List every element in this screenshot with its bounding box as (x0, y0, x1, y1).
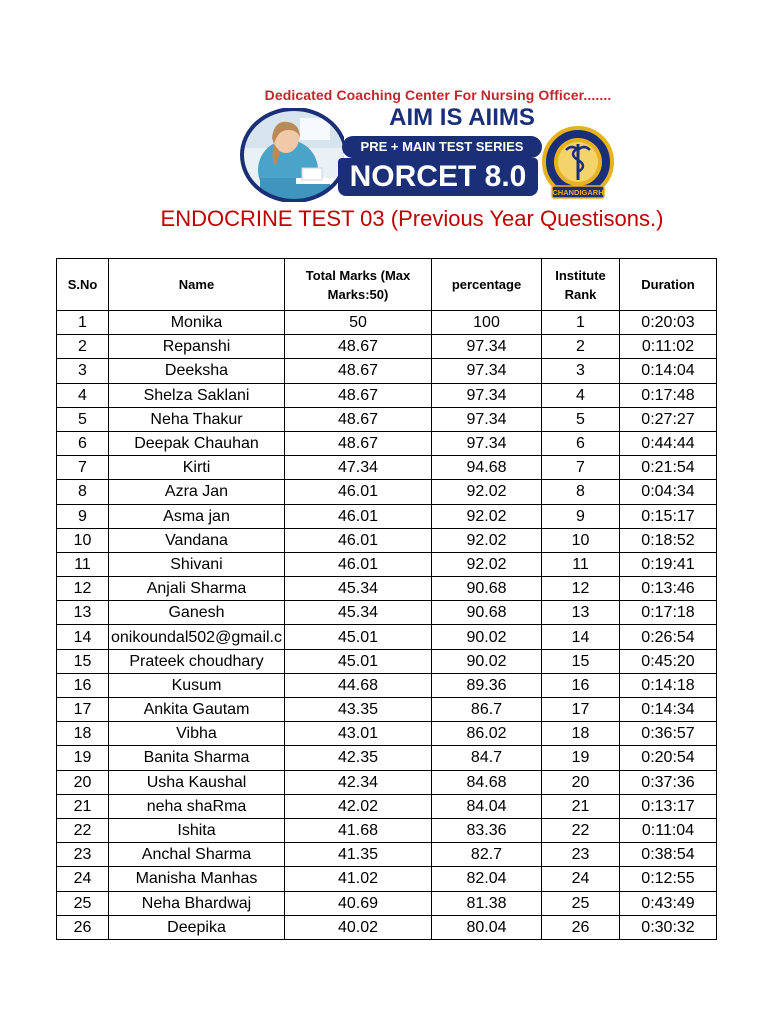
cell-percentage: 92.02 (432, 480, 542, 504)
cell-name: Prateek choudhary (109, 649, 285, 673)
cell-percentage: 84.7 (432, 746, 542, 770)
cell-institute-rank: 21 (542, 794, 620, 818)
results-table (56, 258, 717, 940)
cell-institute-rank: 22 (542, 818, 620, 842)
cell-institute-rank: 24 (542, 867, 620, 891)
cell-total-marks: 48.67 (285, 431, 432, 455)
cell-institute-rank: 8 (542, 480, 620, 504)
cell-total-marks: 45.34 (285, 577, 432, 601)
cell-percentage: 97.34 (432, 359, 542, 383)
header-percentage: percentage (432, 259, 542, 311)
cell-duration: 0:45:20 (620, 649, 717, 673)
cell-percentage: 86.02 (432, 722, 542, 746)
cell-percentage: 89.36 (432, 673, 542, 697)
header-total-marks: Total Marks (Max Marks:50) (285, 259, 432, 311)
cell-institute-rank: 2 (542, 335, 620, 359)
cell-percentage: 92.02 (432, 552, 542, 576)
cell-institute-rank: 16 (542, 673, 620, 697)
cell-institute-rank: 26 (542, 915, 620, 939)
banner-tagline: Dedicated Coaching Center For Nursing Officer....... (264, 87, 612, 103)
header-sno: S.No (57, 259, 109, 311)
table-row (57, 818, 717, 842)
cell-percentage: 97.34 (432, 383, 542, 407)
table-row (57, 698, 717, 722)
cell-percentage: 90.68 (432, 601, 542, 625)
cell-name: Neha Thakur (109, 407, 285, 431)
coaching-banner (230, 84, 632, 202)
cell-sno: 23 (57, 843, 109, 867)
table-row (57, 383, 717, 407)
cell-name: Repanshi (109, 335, 285, 359)
cell-sno: 2 (57, 335, 109, 359)
cell-name: Kusum (109, 673, 285, 697)
cell-institute-rank: 11 (542, 552, 620, 576)
cell-total-marks: 42.02 (285, 794, 432, 818)
table-row (57, 456, 717, 480)
cell-duration: 0:27:27 (620, 407, 717, 431)
cell-institute-rank: 5 (542, 407, 620, 431)
cell-percentage: 84.04 (432, 794, 542, 818)
table-row (57, 431, 717, 455)
cell-duration: 0:14:34 (620, 698, 717, 722)
cell-duration: 0:20:54 (620, 746, 717, 770)
cell-percentage: 92.02 (432, 528, 542, 552)
table-row (57, 359, 717, 383)
cell-total-marks: 40.02 (285, 915, 432, 939)
cell-total-marks: 45.01 (285, 625, 432, 649)
cell-total-marks: 50 (285, 311, 432, 335)
cell-duration: 0:26:54 (620, 625, 717, 649)
cell-institute-rank: 4 (542, 383, 620, 407)
cell-percentage: 83.36 (432, 818, 542, 842)
cell-institute-rank: 13 (542, 601, 620, 625)
table-row (57, 770, 717, 794)
table-row (57, 722, 717, 746)
cell-sno: 10 (57, 528, 109, 552)
table-row (57, 528, 717, 552)
cell-sno: 19 (57, 746, 109, 770)
cell-name: Banita Sharma (109, 746, 285, 770)
cell-sno: 21 (57, 794, 109, 818)
table-row (57, 335, 717, 359)
cell-total-marks: 43.35 (285, 698, 432, 722)
table-row (57, 843, 717, 867)
banner-series: PRE + MAIN TEST SERIES (342, 136, 542, 158)
cell-sno: 14 (57, 625, 109, 649)
cell-name: Asma jan (109, 504, 285, 528)
table-row (57, 504, 717, 528)
cell-duration: 0:14:18 (620, 673, 717, 697)
cell-total-marks: 46.01 (285, 552, 432, 576)
cell-institute-rank: 12 (542, 577, 620, 601)
cell-total-marks: 45.01 (285, 649, 432, 673)
cell-sno: 4 (57, 383, 109, 407)
cell-name: Shelza Saklani (109, 383, 285, 407)
table-row (57, 311, 717, 335)
table-row (57, 625, 717, 649)
cell-name: Vandana (109, 528, 285, 552)
cell-name: Deeksha (109, 359, 285, 383)
cell-duration: 0:12:55 (620, 867, 717, 891)
cell-duration: 0:44:44 (620, 431, 717, 455)
cell-percentage: 84.68 (432, 770, 542, 794)
cell-total-marks: 41.68 (285, 818, 432, 842)
cell-sno: 17 (57, 698, 109, 722)
table-row (57, 577, 717, 601)
table-row (57, 746, 717, 770)
cell-percentage: 97.34 (432, 407, 542, 431)
cell-name: Azra Jan (109, 480, 285, 504)
header-row (57, 259, 717, 311)
cell-duration: 0:13:17 (620, 794, 717, 818)
cell-duration: 0:21:54 (620, 456, 717, 480)
cell-percentage: 90.68 (432, 577, 542, 601)
cell-sno: 22 (57, 818, 109, 842)
cell-institute-rank: 9 (542, 504, 620, 528)
cell-total-marks: 44.68 (285, 673, 432, 697)
cell-duration: 0:17:48 (620, 383, 717, 407)
cell-sno: 11 (57, 552, 109, 576)
cell-sno: 25 (57, 891, 109, 915)
cell-sno: 3 (57, 359, 109, 383)
cell-duration: 0:38:54 (620, 843, 717, 867)
cell-percentage: 90.02 (432, 625, 542, 649)
cell-name: Deepika (109, 915, 285, 939)
cell-duration: 0:11:04 (620, 818, 717, 842)
cell-institute-rank: 25 (542, 891, 620, 915)
cell-sno: 8 (57, 480, 109, 504)
table-row (57, 601, 717, 625)
test-title: ENDOCRINE TEST 03 (Previous Year Questisons.) (160, 206, 664, 231)
cell-total-marks: 47.34 (285, 456, 432, 480)
cell-institute-rank: 20 (542, 770, 620, 794)
table-row (57, 649, 717, 673)
cell-duration: 0:20:03 (620, 311, 717, 335)
cell-sno: 1 (57, 311, 109, 335)
cell-total-marks: 48.67 (285, 359, 432, 383)
nurse-photo (240, 108, 344, 202)
cell-total-marks: 46.01 (285, 528, 432, 552)
cell-total-marks: 46.01 (285, 504, 432, 528)
cell-institute-rank: 3 (542, 359, 620, 383)
cell-percentage: 82.04 (432, 867, 542, 891)
seal-label: CHANDIGARH (552, 188, 604, 197)
cell-percentage: 92.02 (432, 504, 542, 528)
cell-duration: 0:11:02 (620, 335, 717, 359)
cell-name: Ganesh (109, 601, 285, 625)
cell-name: Neha Bhardwaj (109, 891, 285, 915)
banner-headline: AIM IS AIIMS (389, 104, 535, 131)
cell-percentage: 80.04 (432, 915, 542, 939)
cell-sno: 26 (57, 915, 109, 939)
table-row (57, 407, 717, 431)
cell-sno: 15 (57, 649, 109, 673)
cell-total-marks: 48.67 (285, 383, 432, 407)
cell-duration: 0:04:34 (620, 480, 717, 504)
cell-institute-rank: 6 (542, 431, 620, 455)
cell-duration: 0:36:57 (620, 722, 717, 746)
cell-total-marks: 42.34 (285, 770, 432, 794)
cell-name: Anjali Sharma (109, 577, 285, 601)
cell-duration: 0:17:18 (620, 601, 717, 625)
cell-total-marks: 48.67 (285, 335, 432, 359)
cell-percentage: 82.7 (432, 843, 542, 867)
cell-percentage: 90.02 (432, 649, 542, 673)
cell-name: neha shaRma (109, 794, 285, 818)
header-institute-rank: Institute Rank (542, 259, 620, 311)
cell-name: Ishita (109, 818, 285, 842)
cell-sno: 24 (57, 867, 109, 891)
cell-duration: 0:30:32 (620, 915, 717, 939)
cell-duration: 0:13:46 (620, 577, 717, 601)
cell-sno: 6 (57, 431, 109, 455)
cell-sno: 9 (57, 504, 109, 528)
cell-institute-rank: 7 (542, 456, 620, 480)
cell-name: onikoundal502@gmail.c (109, 625, 285, 649)
cell-total-marks: 42.35 (285, 746, 432, 770)
cell-name: Vibha (109, 722, 285, 746)
cell-institute-rank: 17 (542, 698, 620, 722)
cell-total-marks: 45.34 (285, 601, 432, 625)
cell-institute-rank: 10 (542, 528, 620, 552)
cell-sno: 12 (57, 577, 109, 601)
cell-duration: 0:43:49 (620, 891, 717, 915)
cell-institute-rank: 1 (542, 311, 620, 335)
table-row (57, 891, 717, 915)
cell-percentage: 86.7 (432, 698, 542, 722)
cell-sno: 20 (57, 770, 109, 794)
table-row (57, 552, 717, 576)
cell-duration: 0:37:36 (620, 770, 717, 794)
table-row (57, 867, 717, 891)
header-name: Name (109, 259, 285, 311)
cell-name: Manisha Manhas (109, 867, 285, 891)
cell-institute-rank: 14 (542, 625, 620, 649)
cell-total-marks: 40.69 (285, 891, 432, 915)
cell-percentage: 81.38 (432, 891, 542, 915)
cell-total-marks: 48.67 (285, 407, 432, 431)
cell-total-marks: 46.01 (285, 480, 432, 504)
cell-name: Anchal Sharma (109, 843, 285, 867)
table-row (57, 673, 717, 697)
cell-institute-rank: 15 (542, 649, 620, 673)
cell-sno: 5 (57, 407, 109, 431)
cell-sno: 16 (57, 673, 109, 697)
cell-duration: 0:19:41 (620, 552, 717, 576)
cell-duration: 0:14:04 (620, 359, 717, 383)
cell-name: Usha Kaushal (109, 770, 285, 794)
cell-total-marks: 41.02 (285, 867, 432, 891)
banner-exam: NORCET 8.0 (338, 158, 538, 196)
cell-institute-rank: 19 (542, 746, 620, 770)
cell-name: Deepak Chauhan (109, 431, 285, 455)
cell-percentage: 97.34 (432, 335, 542, 359)
table-row (57, 794, 717, 818)
cell-sno: 7 (57, 456, 109, 480)
table-row (57, 915, 717, 939)
cell-total-marks: 43.01 (285, 722, 432, 746)
cell-percentage: 100 (432, 311, 542, 335)
cell-total-marks: 41.35 (285, 843, 432, 867)
cell-sno: 13 (57, 601, 109, 625)
cell-institute-rank: 18 (542, 722, 620, 746)
cell-sno: 18 (57, 722, 109, 746)
cell-duration: 0:15:17 (620, 504, 717, 528)
cell-name: Ankita Gautam (109, 698, 285, 722)
table-row (57, 480, 717, 504)
cell-name: Monika (109, 311, 285, 335)
cell-name: Shivani (109, 552, 285, 576)
header-duration: Duration (620, 259, 717, 311)
cell-percentage: 94.68 (432, 456, 542, 480)
cell-name: Kirti (109, 456, 285, 480)
cell-duration: 0:18:52 (620, 528, 717, 552)
academy-seal-logo (538, 124, 618, 204)
cell-percentage: 97.34 (432, 431, 542, 455)
cell-institute-rank: 23 (542, 843, 620, 867)
results-body (57, 311, 717, 940)
